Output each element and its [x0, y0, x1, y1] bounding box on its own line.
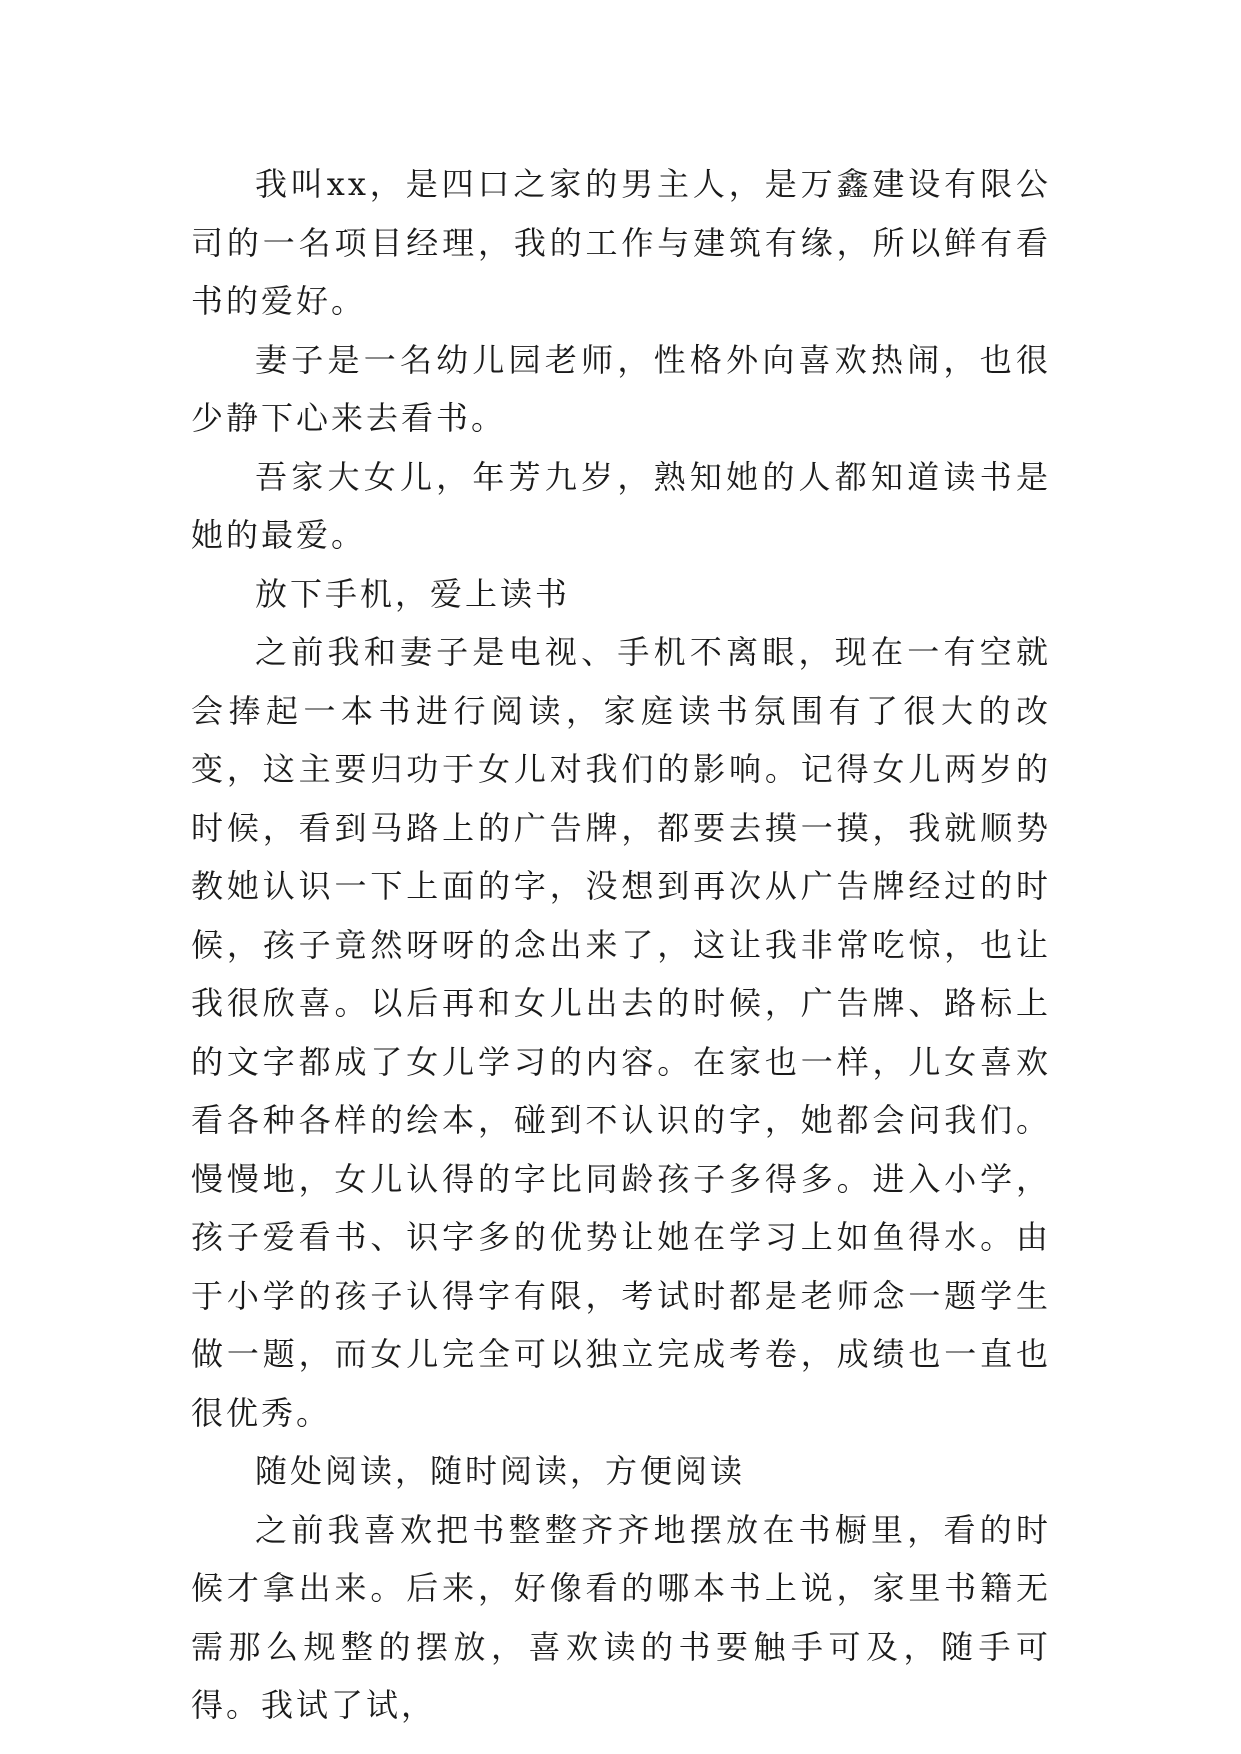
paragraph-reading-influence: 之前我和妻子是电视、手机不离眼，现在一有空就会捧起一本书进行阅读，家庭读书氛围有了很大的改变，这主要归功于女儿对我们的影响。记得女儿两岁的时候，看到马路上的广告牌，都要去摸一摸，我就顺势教她认识一下上面的字，没想到再次从广告牌经过的时候，孩子竟然呀呀的念出来了，这让我非常吃惊，也让我很欣喜。以后再和女儿出去的时候，广告牌、路标上的文字都成了女儿学习的内容。在家也一样，儿女喜欢看各种各样的绘本，碰到不认识的字，她都会问我们。慢慢地，女儿认得的字比同龄孩子多得多。进入小学，孩子爱看书、识字多的优势让她在学习上如鱼得水。由于小学的孩子认得字有限，考试时都是老师念一题学生做一题，而女儿完全可以独立完成考卷，成绩也一直也很优秀。 — [191, 633, 1051, 1432]
paragraph-wife: 妻子是一名幼儿园老师，性格外向喜欢热闹，也很少静下心来去看书。 — [191, 340, 1051, 437]
paragraph-bookshelf: 之前我喜欢把书整整齐齐地摆放在书橱里，看的时候才拿出来。后来，好像看的哪本书上说，家里书籍无需那么规整的摆放，喜欢读的书要触手可及，随手可得。我试了试， — [191, 1510, 1051, 1724]
paragraph-daughter: 吾家大女儿，年芳九岁，熟知她的人都知道读书是她的最爱。 — [191, 457, 1051, 554]
document-body — [191, 155, 1051, 1735]
paragraph-introduction: 我叫xx，是四口之家的男主人，是万鑫建设有限公司的一名项目经理，我的工作与建筑有缘，所以鲜有看书的爱好。 — [191, 165, 1051, 320]
section-heading-put-down-phone: 放下手机，爱上读书 — [255, 574, 571, 613]
section-heading-read-anywhere: 随处阅读，随时阅读，方便阅读 — [255, 1452, 746, 1490]
